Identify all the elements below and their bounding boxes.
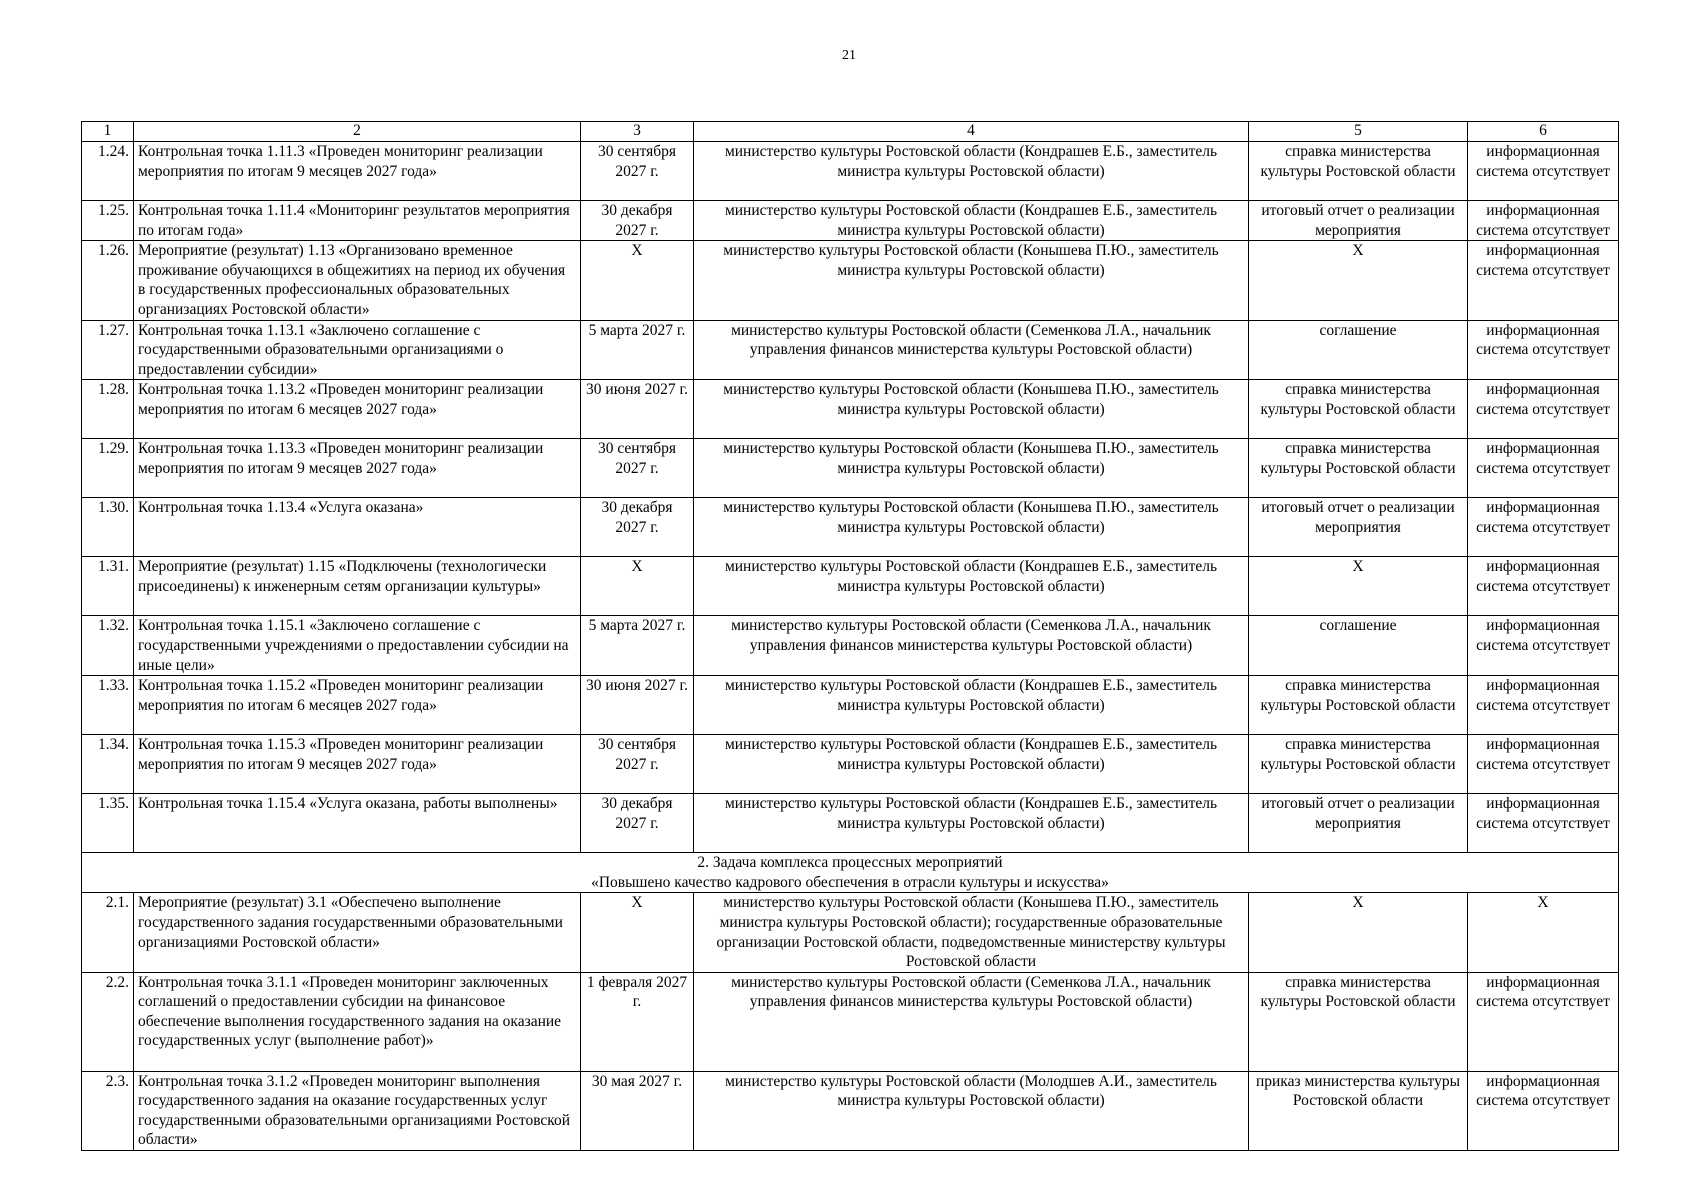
row-info-system: информационная система отсутствует xyxy=(1468,972,1619,1071)
table-row xyxy=(82,794,1619,853)
row-responsible: министерство культуры Ростовской области (Семенкова Л.А., начальник управления финансов министерства культуры Ростовской области) xyxy=(694,320,1249,380)
row-description: Мероприятие (результат) 3.1 «Обеспечено выполнение государственного задания государственными образовательными организациями Ростовской области» xyxy=(134,893,581,972)
row-responsible: министерство культуры Ростовской области (Семенкова Л.А., начальник управления финансов министерства культуры Ростовской области) xyxy=(694,616,1249,676)
row-number: 1.29. xyxy=(82,439,134,498)
row-description: Контрольная точка 3.1.2 «Проведен мониторинг выполнения государственного задания на оказание государственных услуг государственными образовательными организациями Ростовской области» xyxy=(134,1071,581,1150)
row-date: 30 сентября 2027 г. xyxy=(581,142,694,201)
row-number: 1.30. xyxy=(82,498,134,557)
row-description: Контрольная точка 1.15.4 «Услуга оказана, работы выполнены» xyxy=(134,794,581,853)
row-number: 1.35. xyxy=(82,794,134,853)
row-responsible: министерство культуры Ростовской области (Кондрашев Е.Б., заместитель министра культуры Ростовской области) xyxy=(694,557,1249,616)
header-cell-4: 4 xyxy=(694,122,1249,142)
row-number: 1.34. xyxy=(82,735,134,794)
row-document: Х xyxy=(1249,893,1468,972)
row-number: 1.25. xyxy=(82,201,134,241)
row-info-system: информационная система отсутствует xyxy=(1468,616,1619,676)
row-description: Контрольная точка 1.13.2 «Проведен мониторинг реализации мероприятия по итогам 6 месяцев 2027 года» xyxy=(134,380,581,439)
table-row xyxy=(82,557,1619,616)
row-document: справка министерства культуры Ростовской области xyxy=(1249,735,1468,794)
table-row xyxy=(82,893,1619,972)
row-document: Х xyxy=(1249,557,1468,616)
row-responsible: министерство культуры Ростовской области (Кондрашев Е.Б., заместитель министра культуры Ростовской области) xyxy=(694,676,1249,735)
row-date: 30 декабря 2027 г. xyxy=(581,498,694,557)
row-date: 30 июня 2027 г. xyxy=(581,380,694,439)
row-document: приказ министерства культуры Ростовской области xyxy=(1249,1071,1468,1150)
section-heading-line1: 2. Задача комплекса процессных мероприятий xyxy=(697,854,1003,872)
row-responsible: министерство культуры Ростовской области (Кондрашев Е.Б., заместитель министра культуры Ростовской области) xyxy=(694,142,1249,201)
row-date: 1 февраля 2027 г. xyxy=(581,972,694,1071)
row-description: Контрольная точка 1.13.1 «Заключено соглашение с государственными образовательными организациями о предоставлении субсидии» xyxy=(134,320,581,380)
header-cell-6: 6 xyxy=(1468,122,1619,142)
row-date: Х xyxy=(581,557,694,616)
section-row xyxy=(82,853,1619,893)
row-description: Контрольная точка 1.15.1 «Заключено соглашение с государственными учреждениями о предоставлении субсидии на иные цели» xyxy=(134,616,581,676)
header-cell-3: 3 xyxy=(581,122,694,142)
row-info-system: информационная система отсутствует xyxy=(1468,1071,1619,1150)
row-document: соглашение xyxy=(1249,320,1468,380)
row-document: итоговый отчет о реализации мероприятия xyxy=(1249,794,1468,853)
row-info-system: информационная система отсутствует xyxy=(1468,735,1619,794)
row-info-system: информационная система отсутствует xyxy=(1468,557,1619,616)
row-number: 1.31. xyxy=(82,557,134,616)
row-responsible: министерство культуры Ростовской области (Конышева П.Ю., заместитель министра культуры Ростовской области) xyxy=(694,439,1249,498)
row-responsible: министерство культуры Ростовской области (Кондрашев Е.Б., заместитель министра культуры Ростовской области) xyxy=(694,794,1249,853)
row-info-system: информационная система отсутствует xyxy=(1468,320,1619,380)
row-document: справка министерства культуры Ростовской области xyxy=(1249,676,1468,735)
row-date: 30 сентября 2027 г. xyxy=(581,439,694,498)
row-info-system: информационная система отсутствует xyxy=(1468,676,1619,735)
row-date: 5 марта 2027 г. xyxy=(581,320,694,380)
table-row xyxy=(82,972,1619,1071)
row-document: справка министерства культуры Ростовской области xyxy=(1249,439,1468,498)
row-description: Контрольная точка 1.13.3 «Проведен мониторинг реализации мероприятия по итогам 9 месяцев 2027 года» xyxy=(134,439,581,498)
row-date: 5 марта 2027 г. xyxy=(581,616,694,676)
row-document: Х xyxy=(1249,241,1468,320)
row-document: итоговый отчет о реализации мероприятия xyxy=(1249,201,1468,241)
row-date: Х xyxy=(581,893,694,972)
row-number: 1.27. xyxy=(82,320,134,380)
table-row xyxy=(82,201,1619,241)
row-date: 30 июня 2027 г. xyxy=(581,676,694,735)
row-responsible: министерство культуры Ростовской области (Конышева П.Ю., заместитель министра культуры Ростовской области) xyxy=(694,241,1249,320)
header-cell-1: 1 xyxy=(82,122,134,142)
row-responsible: министерство культуры Ростовской области (Конышева П.Ю., заместитель министра культуры Ростовской области) xyxy=(694,498,1249,557)
table-row xyxy=(82,380,1619,439)
row-responsible: министерство культуры Ростовской области (Кондрашев Е.Б., заместитель министра культуры Ростовской области) xyxy=(694,201,1249,241)
table-row xyxy=(82,735,1619,794)
row-info-system: информационная система отсутствует xyxy=(1468,498,1619,557)
row-number: 2.2. xyxy=(82,972,134,1071)
row-description: Контрольная точка 1.15.2 «Проведен мониторинг реализации мероприятия по итогам 6 месяцев 2027 года» xyxy=(134,676,581,735)
table-row xyxy=(82,616,1619,676)
table-row xyxy=(82,439,1619,498)
row-date: 30 декабря 2027 г. xyxy=(581,201,694,241)
row-number: 2.3. xyxy=(82,1071,134,1150)
header-cell-2: 2 xyxy=(134,122,581,142)
table-row xyxy=(82,142,1619,201)
row-document: справка министерства культуры Ростовской области xyxy=(1249,380,1468,439)
section-heading-line2: «Повышено качество кадрового обеспечения в отрасли культуры и искусства» xyxy=(591,873,1109,891)
row-date: 30 декабря 2027 г. xyxy=(581,794,694,853)
row-info-system: информационная система отсутствует xyxy=(1468,142,1619,201)
table-row xyxy=(82,498,1619,557)
row-responsible: министерство культуры Ростовской области (Молодшев А.И., заместитель министра культуры Ростовской области) xyxy=(694,1071,1249,1150)
row-info-system: Х xyxy=(1468,893,1619,972)
row-number: 2.1. xyxy=(82,893,134,972)
row-description: Контрольная точка 1.11.4 «Мониторинг результатов мероприятия по итогам года» xyxy=(134,201,581,241)
row-description: Контрольная точка 1.15.3 «Проведен мониторинг реализации мероприятия по итогам 9 месяцев 2027 года» xyxy=(134,735,581,794)
row-number: 1.32. xyxy=(82,616,134,676)
row-date: 30 мая 2027 г. xyxy=(581,1071,694,1150)
row-number: 1.24. xyxy=(82,142,134,201)
table-row xyxy=(82,1071,1619,1150)
row-description: Мероприятие (результат) 1.13 «Организовано временное проживание обучающихся в общежитиях на период их обучения в государственных профессиональных образовательных организациях Ростовской области» xyxy=(134,241,581,320)
row-description: Контрольная точка 3.1.1 «Проведен мониторинг заключенных соглашений о предоставлении субсидии на финансовое обеспечение выполнения государственного задания на оказание государственных услуг (выполнение работ)» xyxy=(134,972,581,1071)
row-info-system: информационная система отсутствует xyxy=(1468,439,1619,498)
table-row xyxy=(82,676,1619,735)
row-document: справка министерства культуры Ростовской области xyxy=(1249,972,1468,1071)
row-number: 1.28. xyxy=(82,380,134,439)
row-description: Контрольная точка 1.13.4 «Услуга оказана» xyxy=(134,498,581,557)
row-document: итоговый отчет о реализации мероприятия xyxy=(1249,498,1468,557)
row-document: соглашение xyxy=(1249,616,1468,676)
row-info-system: информационная система отсутствует xyxy=(1468,794,1619,853)
header-cell-5: 5 xyxy=(1249,122,1468,142)
row-document: справка министерства культуры Ростовской области xyxy=(1249,142,1468,201)
row-number: 1.26. xyxy=(82,241,134,320)
row-description: Мероприятие (результат) 1.15 «Подключены (технологически присоединены) к инженерным сетям организации культуры» xyxy=(134,557,581,616)
table-row xyxy=(82,320,1619,380)
row-info-system: информационная система отсутствует xyxy=(1468,380,1619,439)
row-info-system: информационная система отсутствует xyxy=(1468,201,1619,241)
row-responsible: министерство культуры Ростовской области (Конышева П.Ю., заместитель министра культуры Ростовской области) xyxy=(694,380,1249,439)
row-info-system: информационная система отсутствует xyxy=(1468,241,1619,320)
page-number: 21 xyxy=(842,48,856,63)
table-row xyxy=(82,241,1619,320)
plan-table xyxy=(81,121,1619,1151)
row-responsible: министерство культуры Ростовской области (Семенкова Л.А., начальник управления финансов министерства культуры Ростовской области) xyxy=(694,972,1249,1071)
row-description: Контрольная точка 1.11.3 «Проведен мониторинг реализации мероприятия по итогам 9 месяцев 2027 года» xyxy=(134,142,581,201)
row-responsible: министерство культуры Ростовской области (Конышева П.Ю., заместитель министра культуры Ростовской области); государственные образовательные организации Ростовской области, подведомственные министерству культуры Ростовской области xyxy=(694,893,1249,972)
section-heading xyxy=(82,853,1619,893)
row-date: 30 сентября 2027 г. xyxy=(581,735,694,794)
row-responsible: министерство культуры Ростовской области (Кондрашев Е.Б., заместитель министра культуры Ростовской области) xyxy=(694,735,1249,794)
header-row xyxy=(82,122,1619,142)
row-date: Х xyxy=(581,241,694,320)
row-number: 1.33. xyxy=(82,676,134,735)
